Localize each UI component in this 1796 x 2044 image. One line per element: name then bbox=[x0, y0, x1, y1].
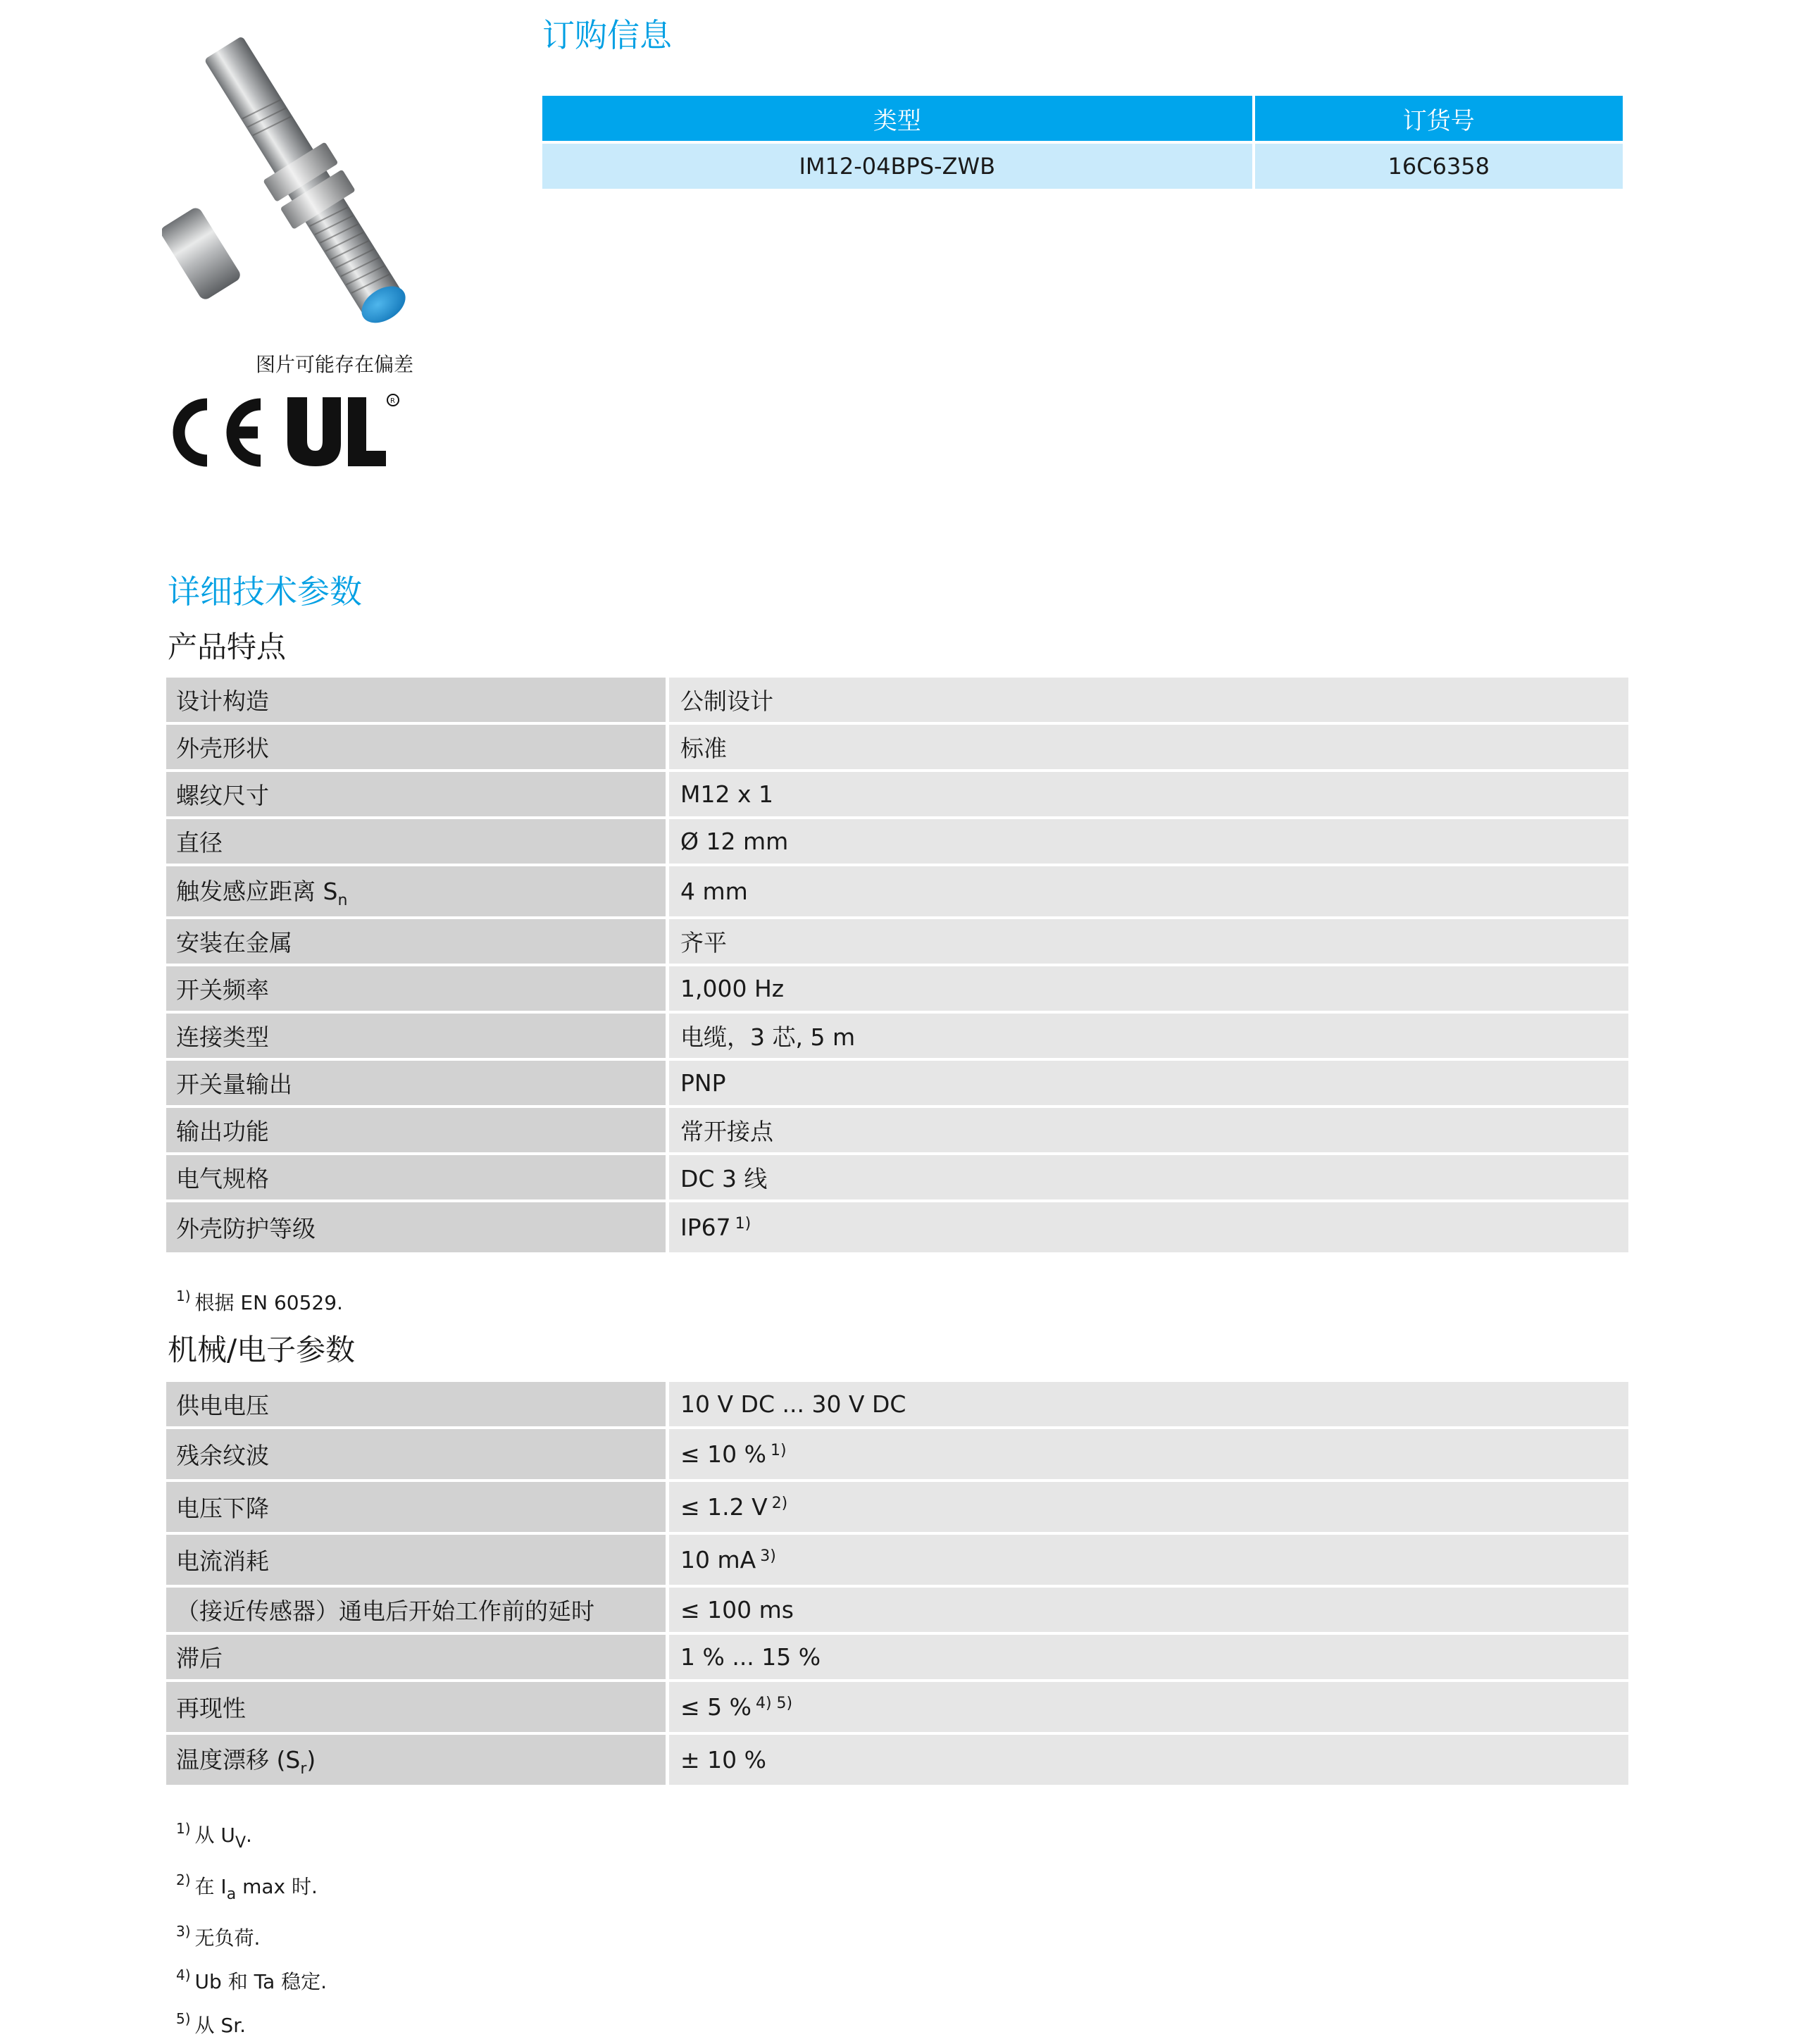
spec-key: 螺纹尺寸 bbox=[166, 772, 669, 819]
footnote bbox=[176, 1957, 327, 2000]
footnote-text: 从 U bbox=[194, 1824, 235, 1847]
footnote-tail: max 时. bbox=[236, 1875, 318, 1898]
table-row bbox=[166, 1682, 1628, 1735]
spec-value: 10 V DC ... 30 V DC bbox=[669, 1382, 1628, 1429]
mechanical-title: 机械/电子参数 bbox=[168, 1333, 356, 1367]
spec-value-text: ≤ 1.2 V bbox=[680, 1493, 768, 1521]
table-row bbox=[166, 919, 1628, 966]
spec-value-text: 10 mA bbox=[680, 1546, 756, 1573]
ordering-type-value: IM12-04BPS-ZWB bbox=[542, 141, 1252, 189]
spec-key: 输出功能 bbox=[166, 1108, 669, 1155]
spec-key: 直径 bbox=[166, 819, 669, 866]
ordering-header-part-number: 订货号 bbox=[1255, 96, 1623, 141]
spec-value bbox=[669, 1682, 1628, 1735]
spec-key-text: 触发感应距离 S bbox=[176, 878, 338, 905]
footnote-text: 根据 EN 60529. bbox=[194, 1291, 343, 1314]
table-row bbox=[166, 819, 1628, 866]
footnote-ref: 1) bbox=[770, 1442, 787, 1459]
svg-text:R: R bbox=[390, 397, 395, 405]
footnote-text: 从 Sr. bbox=[194, 2014, 247, 2037]
spec-value: 1 % ... 15 % bbox=[669, 1635, 1628, 1682]
spec-key-subscript: n bbox=[337, 892, 348, 909]
spec-value: 齐平 bbox=[669, 919, 1628, 966]
spec-value: PNP bbox=[669, 1061, 1628, 1108]
table-row bbox=[166, 1588, 1628, 1635]
footnote bbox=[176, 1278, 343, 1321]
table-row bbox=[166, 1108, 1628, 1155]
table-row bbox=[166, 772, 1628, 819]
ul-mark-icon bbox=[287, 394, 399, 466]
spec-value: Ø 12 mm bbox=[669, 819, 1628, 866]
spec-value bbox=[669, 1429, 1628, 1482]
ordering-table bbox=[540, 96, 1626, 189]
spec-value bbox=[669, 1482, 1628, 1535]
table-row bbox=[166, 725, 1628, 772]
spec-key: 开关频率 bbox=[166, 966, 669, 1014]
footnote-subscript: V bbox=[235, 1834, 246, 1852]
spec-key: 电气规格 bbox=[166, 1155, 669, 1202]
product-image bbox=[162, 14, 507, 324]
footnote-mark: 2) bbox=[176, 1871, 191, 1888]
spec-key-subscript: r bbox=[300, 1760, 307, 1778]
spec-key: 再现性 bbox=[166, 1682, 669, 1735]
spec-value: 4 mm bbox=[669, 866, 1628, 919]
spec-key-tail: ) bbox=[306, 1746, 316, 1774]
spec-value: 常开接点 bbox=[669, 1108, 1628, 1155]
footnote-mark: 1) bbox=[176, 1820, 191, 1837]
spec-key: 连接类型 bbox=[166, 1014, 669, 1061]
footnote-mark: 5) bbox=[176, 2010, 191, 2027]
footnote bbox=[176, 2000, 327, 2044]
footnote-tail: . bbox=[246, 1824, 252, 1847]
footnote-text: 无负荷. bbox=[194, 1926, 261, 1950]
footnote-mark: 1) bbox=[176, 1288, 191, 1304]
table-row bbox=[166, 1535, 1628, 1588]
spec-key: 外壳防护等级 bbox=[166, 1202, 669, 1255]
table-row bbox=[542, 141, 1623, 189]
spec-value: DC 3 线 bbox=[669, 1155, 1628, 1202]
footnote-ref: 4) 5) bbox=[755, 1695, 793, 1712]
spec-value bbox=[669, 1535, 1628, 1588]
spec-value: M12 x 1 bbox=[669, 772, 1628, 819]
footnote bbox=[176, 1862, 327, 1913]
spec-key-text: 温度漂移 (S bbox=[176, 1746, 301, 1774]
features-footnotes bbox=[176, 1278, 343, 1321]
spec-value: ≤ 100 ms bbox=[669, 1588, 1628, 1635]
mechanical-footnotes bbox=[176, 1810, 327, 2044]
spec-key: 外壳形状 bbox=[166, 725, 669, 772]
spec-key: 滞后 bbox=[166, 1635, 669, 1682]
ordering-header-type: 类型 bbox=[542, 96, 1252, 141]
table-row bbox=[166, 1382, 1628, 1429]
features-table bbox=[166, 678, 1628, 1255]
spec-key: 安装在金属 bbox=[166, 919, 669, 966]
spec-key bbox=[166, 866, 669, 919]
footnote-text: Ub 和 Ta 稳定. bbox=[194, 1970, 328, 1993]
spec-value: 公制设计 bbox=[669, 678, 1628, 725]
spec-key: 供电电压 bbox=[166, 1382, 669, 1429]
spec-key: 开关量输出 bbox=[166, 1061, 669, 1108]
spec-key: 残余纹波 bbox=[166, 1429, 669, 1482]
image-caption: 图片可能存在偏差 bbox=[255, 353, 413, 376]
footnote-ref: 1) bbox=[735, 1215, 752, 1233]
spec-value-text: IP67 bbox=[680, 1214, 731, 1241]
certification-logos bbox=[163, 393, 403, 471]
spec-key: 设计构造 bbox=[166, 678, 669, 725]
table-row bbox=[166, 678, 1628, 725]
table-row bbox=[166, 966, 1628, 1014]
spec-key: （接近传感器）通电后开始工作前的延时 bbox=[166, 1588, 669, 1635]
table-row bbox=[166, 1061, 1628, 1108]
spec-value bbox=[669, 1202, 1628, 1255]
table-row bbox=[166, 1014, 1628, 1061]
table-row bbox=[166, 1429, 1628, 1482]
footnote-ref: 2) bbox=[771, 1495, 788, 1512]
footnote-mark: 4) bbox=[176, 1967, 191, 1983]
table-row bbox=[166, 1155, 1628, 1202]
spec-key: 电压下降 bbox=[166, 1482, 669, 1535]
spec-key: 电流消耗 bbox=[166, 1535, 669, 1588]
spec-value: 电缆，3 芯, 5 m bbox=[669, 1014, 1628, 1061]
footnote-mark: 3) bbox=[176, 1923, 191, 1940]
table-row bbox=[166, 1735, 1628, 1788]
table-row bbox=[166, 1202, 1628, 1255]
footnote-text: 在 I bbox=[194, 1875, 227, 1898]
table-row bbox=[166, 866, 1628, 919]
footnote bbox=[176, 1810, 327, 1862]
spec-value: 标准 bbox=[669, 725, 1628, 772]
spec-value-text: ≤ 10 % bbox=[680, 1440, 766, 1468]
section-title: 详细技术参数 bbox=[168, 573, 362, 611]
table-row bbox=[166, 1635, 1628, 1682]
spec-value-text: ≤ 5 % bbox=[680, 1693, 752, 1721]
ce-mark-icon bbox=[179, 404, 261, 461]
footnote-subscript: a bbox=[226, 1886, 237, 1903]
table-row bbox=[166, 1482, 1628, 1535]
spec-value: 1,000 Hz bbox=[669, 966, 1628, 1014]
footnote bbox=[176, 1913, 327, 1957]
spec-key bbox=[166, 1735, 669, 1788]
features-title: 产品特点 bbox=[168, 630, 287, 664]
footnote-ref: 3) bbox=[760, 1547, 776, 1565]
ordering-title: 订购信息 bbox=[542, 16, 672, 54]
mechanical-table bbox=[166, 1382, 1628, 1788]
spec-value: ± 10 % bbox=[669, 1735, 1628, 1788]
ordering-part-number-value: 16C6358 bbox=[1255, 141, 1623, 189]
